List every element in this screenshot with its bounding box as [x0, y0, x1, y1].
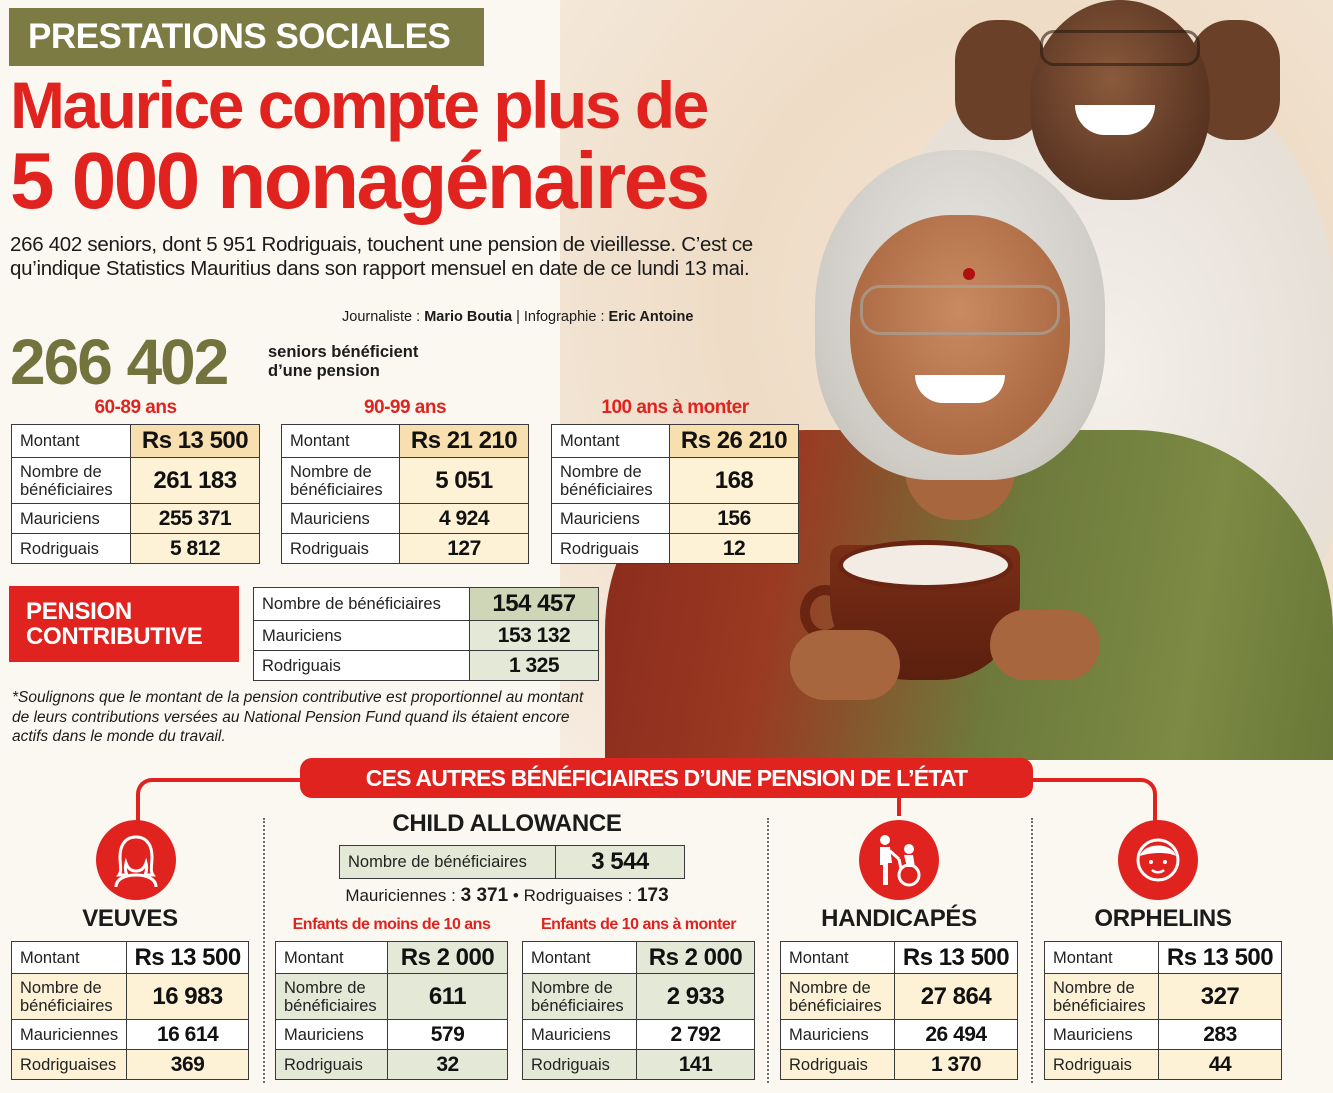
credits-separator: | Infographie : [516, 309, 605, 325]
sub-value: 173 [636, 885, 669, 906]
widows-title: VEUVES [82, 905, 178, 932]
row-label-mauritians: Mauriciens [12, 504, 131, 534]
label-line: bénéficiaires [290, 480, 383, 499]
beneficiaries-value: 261 183 [131, 458, 260, 504]
others-banner: CES AUTRES BÉNÉFICIAIRES D’UNE PENSION DE L’ÉTAT [300, 758, 1033, 798]
row-label: Montant [12, 942, 127, 974]
woman-right-hand [990, 610, 1100, 680]
mauritians-value: 156 [670, 504, 799, 534]
label-line: Nombre de [290, 462, 372, 481]
seniors-total-label-line-1: seniors bénéficient [268, 343, 419, 361]
sub-label: Rodriguaises : [523, 886, 633, 905]
woman-face [850, 215, 1070, 455]
amount-value: Rs 26 210 [670, 425, 799, 458]
row-label-beneficiaries [282, 458, 400, 504]
seniors-table-90-99 [281, 424, 529, 564]
seniors-total-label [268, 343, 418, 381]
row-value: 1 370 [895, 1050, 1018, 1080]
man-glasses [1040, 30, 1200, 66]
sub-value: 3 371 [460, 885, 509, 906]
section-tag: PRESTATIONS SOCIALES [9, 8, 484, 66]
bullet: • [512, 886, 519, 905]
row-label [12, 974, 127, 1020]
row-label: Mauriciens [523, 1020, 637, 1050]
row-value: Rs 2 000 [388, 942, 508, 974]
row-label: Rodriguais [1045, 1050, 1159, 1080]
contributive-title [9, 586, 239, 662]
child-allowance-breakdown [262, 885, 752, 907]
seniors-total: 266 402 [10, 326, 228, 398]
connector-middle [897, 798, 901, 816]
label-line: bénéficiaires [284, 996, 377, 1015]
row-value: 16 614 [127, 1020, 249, 1050]
headline-line-2: 5 000 nonagénaires [10, 136, 708, 225]
label-line: bénéficiaires [560, 480, 653, 499]
row-label: Rodriguais [276, 1050, 388, 1080]
credits-graphics: Eric Antoine [608, 309, 694, 325]
row-value: 153 132 [470, 621, 599, 651]
woman-icon [96, 820, 176, 900]
row-label-rodriguans: Rodriguais [12, 534, 131, 564]
seniors-table-60-89 [11, 424, 260, 564]
cup-rim [838, 540, 1013, 590]
row-value: Rs 13 500 [895, 942, 1018, 974]
child-allowance-title: CHILD ALLOWANCE [392, 810, 622, 837]
mauritians-value: 4 924 [400, 504, 529, 534]
headline-line-1: Maurice compte plus de [10, 68, 707, 142]
contributive-note: *Soulignons que le montant de la pension contributive est proportionnel au montant de leurs contributions versées au National Pension Fund quand ils étaient encore actifs dans le monde du travail. [12, 689, 584, 745]
row-label-amount: Montant [12, 425, 131, 458]
orphans-table [1044, 941, 1282, 1080]
divider [767, 818, 769, 1083]
row-value: 1 325 [470, 651, 599, 681]
rodriguans-value: 5 812 [131, 534, 260, 564]
widows-table [11, 941, 249, 1080]
row-label: Rodriguaises [12, 1050, 127, 1080]
wheelchair-icon [859, 820, 939, 900]
row-value: 2 792 [637, 1020, 755, 1050]
woman-smile [915, 375, 1005, 403]
woman-bindi [963, 268, 975, 280]
label-line: bénéficiaires [20, 480, 113, 499]
row-value: Rs 13 500 [1159, 942, 1282, 974]
credits [342, 309, 693, 325]
row-label-mauritians: Mauriciens [552, 504, 670, 534]
child-icon [1118, 820, 1198, 900]
row-value: 2 933 [637, 974, 755, 1020]
label-line: Nombre de [1053, 978, 1135, 997]
row-label: Mauriciens [276, 1020, 388, 1050]
amount-value: Rs 21 210 [400, 425, 529, 458]
row-value: 27 864 [895, 974, 1018, 1020]
row-label-beneficiaries [552, 458, 670, 504]
amount-value: Rs 13 500 [131, 425, 260, 458]
child-allowance-total [339, 845, 685, 879]
rodriguans-value: 12 [670, 534, 799, 564]
row-label-mauritians: Mauriciens [282, 504, 400, 534]
row-label [523, 974, 637, 1020]
row-value: 3 544 [556, 846, 685, 879]
group-title-60-89: 60-89 ans [94, 397, 177, 418]
handicapped-table [780, 941, 1018, 1080]
seniors-total-label-line-2: d’une pension [268, 362, 380, 380]
row-value: Rs 13 500 [127, 942, 249, 974]
row-value: 327 [1159, 974, 1282, 1020]
row-label: Mauriciennes [12, 1020, 127, 1050]
row-label [1045, 974, 1159, 1020]
label-line: bénéficiaires [20, 996, 113, 1015]
contributive-title-line-1: PENSION [26, 598, 132, 625]
credits-journalist-label: Journaliste : [342, 309, 421, 325]
row-label: Mauriciens [781, 1020, 895, 1050]
label-line: Nombre de [20, 462, 102, 481]
row-value: 141 [637, 1050, 755, 1080]
row-value: 154 457 [470, 588, 599, 621]
woman-glasses [860, 285, 1060, 335]
child-under10-table [275, 941, 508, 1080]
label-line: Nombre de [20, 978, 102, 997]
row-label: Rodriguais [523, 1050, 637, 1080]
handicapped-title: HANDICAPÉS [821, 905, 977, 932]
row-label: Rodriguais [254, 651, 470, 681]
row-label: Nombre de bénéficiaires [340, 846, 556, 879]
label-line: bénéficiaires [1053, 996, 1146, 1015]
row-label: Mauriciens [1045, 1020, 1159, 1050]
row-label-rodriguans: Rodriguais [552, 534, 670, 564]
row-label: Montant [523, 942, 637, 974]
label-line: Nombre de [531, 978, 613, 997]
row-value: 283 [1159, 1020, 1282, 1050]
lede-paragraph: 266 402 seniors, dont 5 951 Rodriguais, touchent une pension de vieillesse. C’est ce qu’indique Statistics Mauritius dans son rapport mensuel en date de ce lundi 13 mai. [10, 233, 753, 280]
seniors-table-100-plus [551, 424, 799, 564]
divider [1031, 818, 1033, 1083]
divider [263, 818, 265, 1083]
label-line: Nombre de [560, 462, 642, 481]
row-value: 16 983 [127, 974, 249, 1020]
contributive-title-line-2: CONTRIBUTIVE [26, 623, 203, 650]
beneficiaries-value: 5 051 [400, 458, 529, 504]
row-label-rodriguans: Rodriguais [282, 534, 400, 564]
row-value: 26 494 [895, 1020, 1018, 1050]
label-line: Nombre de [789, 978, 871, 997]
child-over10-title: Enfants de 10 ans à monter [540, 916, 737, 933]
credits-journalist: Mario Boutia [424, 309, 513, 325]
row-label: Rodriguais [781, 1050, 895, 1080]
row-value: 579 [388, 1020, 508, 1050]
group-title-100-plus: 100 ans à monter [601, 397, 749, 418]
child-over10-table [522, 941, 755, 1080]
orphans-title: ORPHELINS [1094, 905, 1232, 932]
woman-left-hand [790, 630, 900, 700]
row-label: Mauriciens [254, 621, 470, 651]
row-value: 32 [388, 1050, 508, 1080]
row-label-beneficiaries [12, 458, 131, 504]
mauritians-value: 255 371 [131, 504, 260, 534]
row-value: 44 [1159, 1050, 1282, 1080]
row-label-amount: Montant [282, 425, 400, 458]
row-label: Nombre de bénéficiaires [254, 588, 470, 621]
contributive-table [253, 587, 599, 681]
label-line: bénéficiaires [789, 996, 882, 1015]
label-line: bénéficiaires [531, 996, 624, 1015]
sub-label: Mauriciennes : [345, 886, 456, 905]
label-line: Nombre de [284, 978, 366, 997]
child-under10-title: Enfants de moins de 10 ans [292, 916, 491, 933]
row-label [781, 974, 895, 1020]
row-label-amount: Montant [552, 425, 670, 458]
beneficiaries-value: 168 [670, 458, 799, 504]
connector-right [1031, 778, 1157, 823]
row-label: Montant [1045, 942, 1159, 974]
row-label [276, 974, 388, 1020]
row-label: Montant [781, 942, 895, 974]
rodriguans-value: 127 [400, 534, 529, 564]
row-value: 369 [127, 1050, 249, 1080]
row-value: 611 [388, 974, 508, 1020]
row-value: Rs 2 000 [637, 942, 755, 974]
group-title-90-99: 90-99 ans [363, 397, 447, 418]
row-label: Montant [276, 942, 388, 974]
